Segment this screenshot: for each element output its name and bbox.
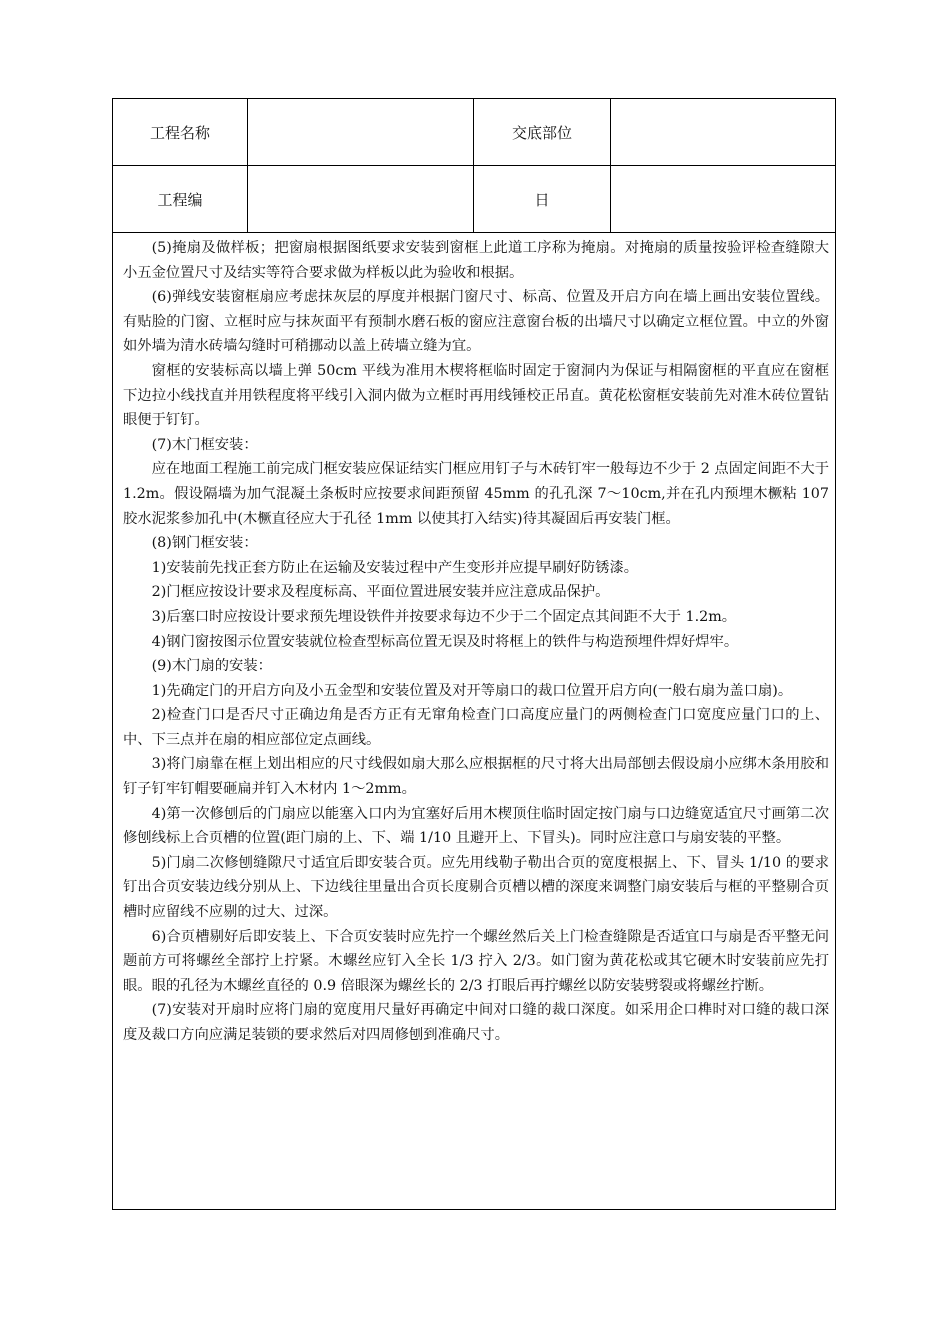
paragraph: 3)将门扇靠在框上划出相应的尺寸线假如扇大那么应根据框的尺寸将大出局部刨去假设扇小应绑木条用胶和钉子钉牢钉帽要砸扁并钉入木材内 1～2mm。 xyxy=(123,756,829,798)
paragraph: 1)先确定门的开启方向及小五金型和安装位置及对开等扇口的裁口位置开启方向(一般右扇为盖口扇)。 xyxy=(151,682,793,699)
paragraph: 6)合页槽剔好后即安装上、下合页安装时应先拧一个螺丝然后关上门检查缝隙是否适宜口与扇是否平整无问题前方可将螺丝全部拧上拧紧。木螺丝应钉入全长 1/3 拧入 2/3。如门窗为黄花松或其它硬木时安装前应先打眼。眼的孔径为木螺丝直径的 0.9 倍眼深为螺丝长的 2/3 打眼后再拧螺丝以防安装劈裂或将螺丝拧断。 xyxy=(123,928,829,994)
paragraph: 1)安装前先找正套方防止在运输及安装过程中产生变形并应提早刷好防锈漆。 xyxy=(151,559,639,576)
paragraph: 5)门扇二次修刨缝隙尺寸适宜后即安装合页。应先用线勒子勒出合页的宽度根据上、下、冒头 1/10 的要求钉出合页安装边线分别从上、下边线往里量出合页长度剔合页槽以槽的深度来调整门扇安装后与框的平整剔合页槽时应留线不应剔的过大、过深。 xyxy=(123,854,829,921)
paragraph: 4)钢门窗按图示位置安装就位检查型标高位置无误及时将框上的铁件与构造预埋件焊好焊牢。 xyxy=(151,633,739,650)
header-grid xyxy=(113,99,835,233)
project-no-value xyxy=(248,166,474,233)
paragraph: (9)木门扇的安装： xyxy=(151,658,272,675)
paragraph: 应在地面工程施工前完成门框安装应保证结实门框应用钉子与木砖钉牢一般每边不少于 2 点固定间距不大于 1.2m。假设隔墙为加气混凝土条板时应按要求间距预留 45mm 的孔孔深 7～10cm,并在孔内预埋木橛粘 107 胶水泥浆参加孔中(木橛直径应大于孔径 1mm 以使其打入结实)待其凝固后再安装门框。 xyxy=(123,461,829,527)
project-name-value xyxy=(248,99,474,166)
handover-content xyxy=(113,233,835,1048)
paragraph: (7)木门框安装： xyxy=(151,436,258,453)
date-value xyxy=(611,166,835,233)
paragraph: 窗框的安装标高以墙上弹 50cm 平线为准用木楔将框临时固定于窗洞内为保证与相隔窗框的平直应在窗框下边拉小线找直并用铁程度将平线引入洞内做为立框时再用线锤校正吊直。黄花松窗框安装前先对准木砖位置钻眼便于钉钉。 xyxy=(123,362,829,429)
paragraph: (5)掩扇及做样板；把窗扇根据图纸要求安装到窗框上此道工序称为掩扇。对掩扇的质量按验评检查缝隙大小五金位置尺寸及结实等符合要求做为样板以此为验收和根据。 xyxy=(123,240,829,281)
paragraph: 3)后塞口时应按设计要求预先埋设铁件并按要求每边不少于二个固定点其间距不大于 1.2m。 xyxy=(151,608,737,625)
project-name-label: 工程名称 xyxy=(113,99,248,166)
paragraph: 2)检查门口是否尺寸正确边角是否方正有无窜角检查门口高度应量门的两侧检查门口宽度应量门口的上、中、下三点并在扇的相应部位定点画线。 xyxy=(123,707,829,748)
paragraph: (7)安装对开扇时应将门扇的宽度用尺量好再确定中间对口缝的裁口深度。如采用企口榫时对口缝的裁口深度及裁口方向应满足装锁的要求然后对四周修刨到准确尺寸。 xyxy=(123,1002,829,1043)
paragraph: (6)弹线安装窗框扇应考虑抹灰层的厚度并根据门窗尺寸、标高、位置及开启方向在墙上画出安装位置线。有贴脸的门窗、立框时应与抹灰面平有预制水磨石板的窗应注意窗台板的出墙尺寸以确定立框位置。中立的外窗如外墙为清水砖墙勾缝时可稍挪动以盖上砖墙立缝为宜。 xyxy=(123,289,829,355)
handover-part-label: 交底部位 xyxy=(474,99,611,166)
paragraph: 4)第一次修刨后的门扇应以能塞入口内为宜塞好后用木楔顶住临时固定按门扇与口边缝宽适宜尺寸画第二次修刨线标上合页槽的位置(距门扇的上、下、端 1/10 且避开上、下冒头)。同时应注意口与扇安装的平整。 xyxy=(123,805,829,847)
paragraph: (8)钢门框安装： xyxy=(151,535,258,552)
handover-part-value xyxy=(611,99,835,166)
date-label: 日 xyxy=(474,166,611,233)
project-no-label: 工程编 xyxy=(113,166,248,233)
handover-table xyxy=(112,98,836,1210)
paragraph: 2)门框应按设计要求及程度标高、平面位置进展安装并应注意成品保护。 xyxy=(151,584,610,601)
